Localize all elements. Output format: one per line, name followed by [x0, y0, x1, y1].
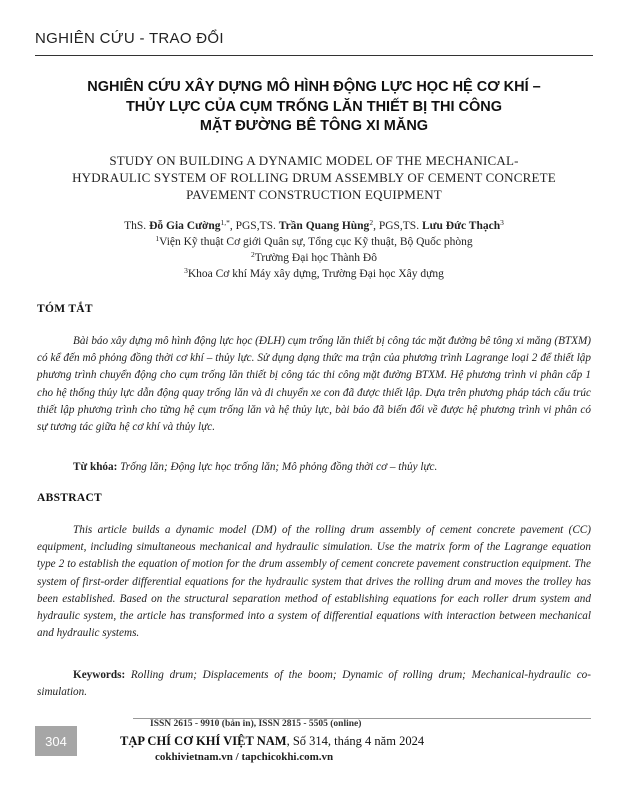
page-number: 304	[35, 726, 77, 756]
author-title: PGS,TS.	[378, 220, 420, 232]
summary-body: Bài báo xây dựng mô hình động lực học (ĐLH) cụm trống lăn thiết bị công tác mặt đường bê tông xi măng (BTXM) có kể đến mô phỏng đồng thời cơ khí – thủy lực. Sử dụng dạng thức ma trận của phương trình Lagrange loại 2 để thiết lập phương trình chuyển động cho cụm trống lăn thiết bị công tác thi công mặt đường BTXM. Hệ phương trình vi phân cấp 1 cho hệ thống thủy lực dẫn động quay trống lăn và di chuyển xe con đã được thiết lập. Dựa trên phương pháp tách cấu trúc thiết lập phương trình cho từng hệ cụm trống lăn và hệ thủy lực, bài báo đã biến đổi về được hệ phương trình vi phân có sự tương tác giữa hệ cơ khí và thủy lực.	[37, 335, 592, 434]
summary-heading: TÓM TẮT	[37, 303, 93, 315]
abstract-body: This article builds a dynamic model (DM) of the rolling drum assembly of cement concrete pavement (CC) equipment, including simultaneous mechanical and hydraulic simulation. Use the matrix form of the Lagrange equation type 2 to establish the equation of motion for the drum assembly of cement concrete pavement construction equipment. The system of first-order differential equations for the hydraulic system that drives the rolling drum and moves the trolley has been established. Based on the structural separation method of establishing equations for each roller drum system and hydraulic system, the article has transformed into a system of differential equations with interaction between mechanical and hydraulic systems.	[37, 524, 591, 640]
journal-name: TẠP CHÍ CƠ KHÍ VIỆT NAM	[120, 734, 287, 748]
author-marks: 2	[369, 218, 374, 227]
author-title: PGS,TS.	[235, 220, 276, 232]
author-marks: 3	[500, 218, 504, 227]
affiliation-3	[30, 266, 598, 282]
abstract-keywords	[37, 667, 591, 701]
title-en-line: PAVEMENT CONSTRUCTION EQUIPMENT	[186, 187, 442, 202]
title-en-line: HYDRAULIC SYSTEM OF ROLLING DRUM ASSEMBLY OF CEMENT CONCRETE	[72, 170, 556, 185]
title-vi-line: MẶT ĐƯỜNG BÊ TÔNG XI MĂNG	[199, 118, 429, 134]
keywords-label: Keywords:	[73, 669, 126, 681]
author-name: Trần Quang Hùng	[278, 220, 370, 232]
abstract-heading: ABSTRACT	[37, 492, 103, 504]
affiliation-mark: 3	[184, 266, 188, 275]
journal-websites: cokhivietnam.vn / tapchicokhi.com.vn	[155, 751, 334, 763]
keywords-text: Trống lăn; Động lực học trống lăn; Mô phỏng đồng thời cơ – thủy lực.	[120, 461, 438, 473]
author-name: Lưu Đức Thạch	[421, 220, 501, 232]
affiliation-mark: 1	[155, 234, 160, 243]
title-vietnamese	[30, 78, 598, 137]
affiliation-text: Viện Kỹ thuật Cơ giới Quân sự, Tổng cục Kỹ thuật, Bộ Quốc phòng	[159, 236, 473, 248]
title-english	[40, 152, 588, 203]
summary-keywords	[37, 459, 591, 476]
issn-line: ISSN 2615 - 9910 (bản in), ISSN 2815 - 5505 (online)	[150, 719, 362, 729]
keywords-text: Rolling drum; Displacements of the boom; Dynamic of rolling drum; Mechanical-hydraulic co-simulation.	[37, 669, 591, 698]
journal-line	[120, 734, 424, 749]
title-vi-line: NGHIÊN CỨU XÂY DỰNG MÔ HÌNH ĐỘNG LỰC HỌC HỆ CƠ KHÍ –	[87, 79, 541, 95]
author-title: ThS.	[124, 220, 147, 232]
affiliation-text: Khoa Cơ khí Máy xây dựng, Trường Đại học Xây dựng	[187, 268, 444, 280]
author-name: Đỗ Gia Cường	[149, 220, 221, 232]
affiliation-mark: 2	[251, 250, 255, 259]
keywords-label: Từ khóa:	[73, 461, 118, 473]
affiliation-1	[30, 234, 598, 250]
author-line: ThS. Đỗ Gia Cường$^{1,*}$, PGS,TS. Trần Quang Hùng$^2$, PGS,TS. Lưu Đức Thạch$^3$	[124, 218, 504, 232]
title-vi-line: THỦY LỰC CỦA CỤM TRỐNG LĂN THIẾT BỊ THI CÔNG	[125, 98, 503, 115]
journal-issue: , Số 314, tháng 4 năm 2024	[286, 734, 425, 748]
title-en-line: STUDY ON BUILDING A DYNAMIC MODEL OF THE MECHANICAL-	[109, 153, 519, 168]
author-marks: 1,*	[220, 218, 230, 227]
affiliation-text: Trường Đại học Thành Đô	[254, 252, 377, 264]
section-header: NGHIÊN CỨU - TRAO ĐỔI	[35, 30, 224, 47]
affiliation-2	[30, 250, 598, 266]
header-rule	[35, 55, 593, 56]
